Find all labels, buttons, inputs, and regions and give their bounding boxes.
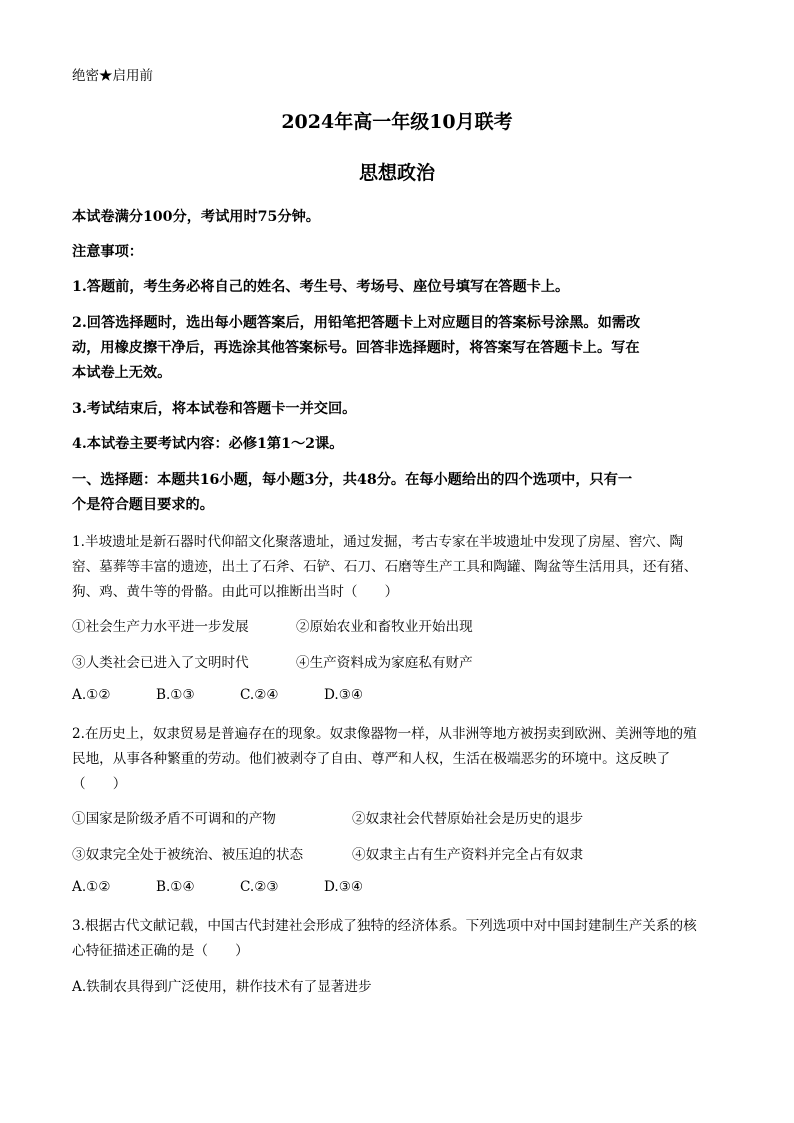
exam-title: 2024年高一年级10月联考 [281, 111, 513, 133]
q1-stem-line-3: 狗、鸡、黄牛等的骨骼。由此可以推断出当时（ ） [72, 584, 399, 600]
note-2-line-2: 动，用橡皮擦干净后，再选涂其他答案标号。回答非选择题时，将答案写在答题卡上。写在 [72, 340, 640, 356]
note-4: 4.本试卷主要考试内容：必修1第1～2课。 [72, 436, 344, 452]
note-1: 1.答题前，考生务必将自己的姓名、考生号、考场号、座位号填写在答题卡上。 [72, 279, 570, 295]
q3-stem-line-1: 3.根据古代文献记载，中国古代封建社会形成了独特的经济体系。下列选项中对中国封建制生产关系的核 [72, 918, 697, 934]
q1-option-2: ②原始农业和畜牧业开始出现 [296, 619, 473, 635]
section-1-heading-line-2: 个是符合题目要求的。 [72, 497, 214, 513]
q2-stem-line-2: 民地，从事各种繁重的劳动。他们被剥夺了自由、尊严和人权，生活在极端恶劣的环境中。这反映了 [72, 751, 671, 767]
q1-stem-line-1: 1.半坡遗址是新石器时代仰韶文化聚落遗址，通过发掘，考古专家在半坡遗址中发现了房屋、窖穴、陶 [72, 534, 684, 550]
q1-stem-line-2: 窑、墓葬等丰富的遗迹，出土了石斧、石铲、石刀、石磨等生产工具和陶罐、陶盆等生活用具，还有猪、 [72, 559, 698, 575]
q2-answer-d: D.③④ [324, 879, 364, 895]
section-1-heading-line-1: 一、选择题：本题共16小题，每小题3分，共48分。在每小题给出的四个选项中，只有一 [72, 472, 633, 488]
q2-option-4: ④奴隶主占有生产资料并完全占有奴隶 [352, 847, 584, 863]
q1-option-3: ③人类社会已进入了文明时代 [72, 655, 249, 671]
notes-heading: 注意事项： [72, 244, 143, 260]
q3-option-a: A.铁制农具得到广泛使用，耕作技术有了显著进步 [72, 979, 372, 995]
q2-option-1: ①国家是阶级矛盾不可调和的产物 [72, 811, 276, 827]
q1-answer-a: A.①② [72, 687, 111, 703]
q1-option-4: ④生产资料成为家庭私有财产 [296, 655, 473, 671]
note-2-line-3: 本试卷上无效。 [72, 365, 172, 381]
q2-answer-c: C.②③ [240, 879, 279, 895]
q2-answer-a: A.①② [72, 879, 111, 895]
score-time-info: 本试卷满分100分，考试用时75分钟。 [72, 209, 320, 225]
subject-title: 思想政治 [358, 162, 435, 184]
note-3: 3.考试结束后，将本试卷和答题卡一并交回。 [72, 401, 357, 417]
secret-label: 绝密★启用前 [72, 68, 153, 84]
note-2-line-1: 2.回答选择题时，选出每小题答案后，用铅笔把答题卡上对应题目的答案标号涂黑。如需改 [72, 315, 641, 331]
q2-option-2: ②奴隶社会代替原始社会是历史的退步 [352, 811, 584, 827]
q1-answer-d: D.③④ [324, 687, 364, 703]
q2-stem-line-3: （ ） [72, 776, 127, 792]
q1-option-1: ①社会生产力水平进一步发展 [72, 619, 249, 635]
q2-stem-line-1: 2.在历史上，奴隶贸易是普遍存在的现象。奴隶像器物一样，从非洲等地方被拐卖到欧洲、美洲等地的殖 [72, 726, 697, 742]
q2-answer-b: B.①④ [156, 879, 195, 895]
q2-option-3: ③奴隶完全处于被统治、被压迫的状态 [72, 847, 304, 863]
q1-answer-c: C.②④ [240, 687, 279, 703]
q3-stem-line-2: 心特征描述正确的是（ ） [72, 943, 249, 959]
q1-answer-b: B.①③ [156, 687, 195, 703]
